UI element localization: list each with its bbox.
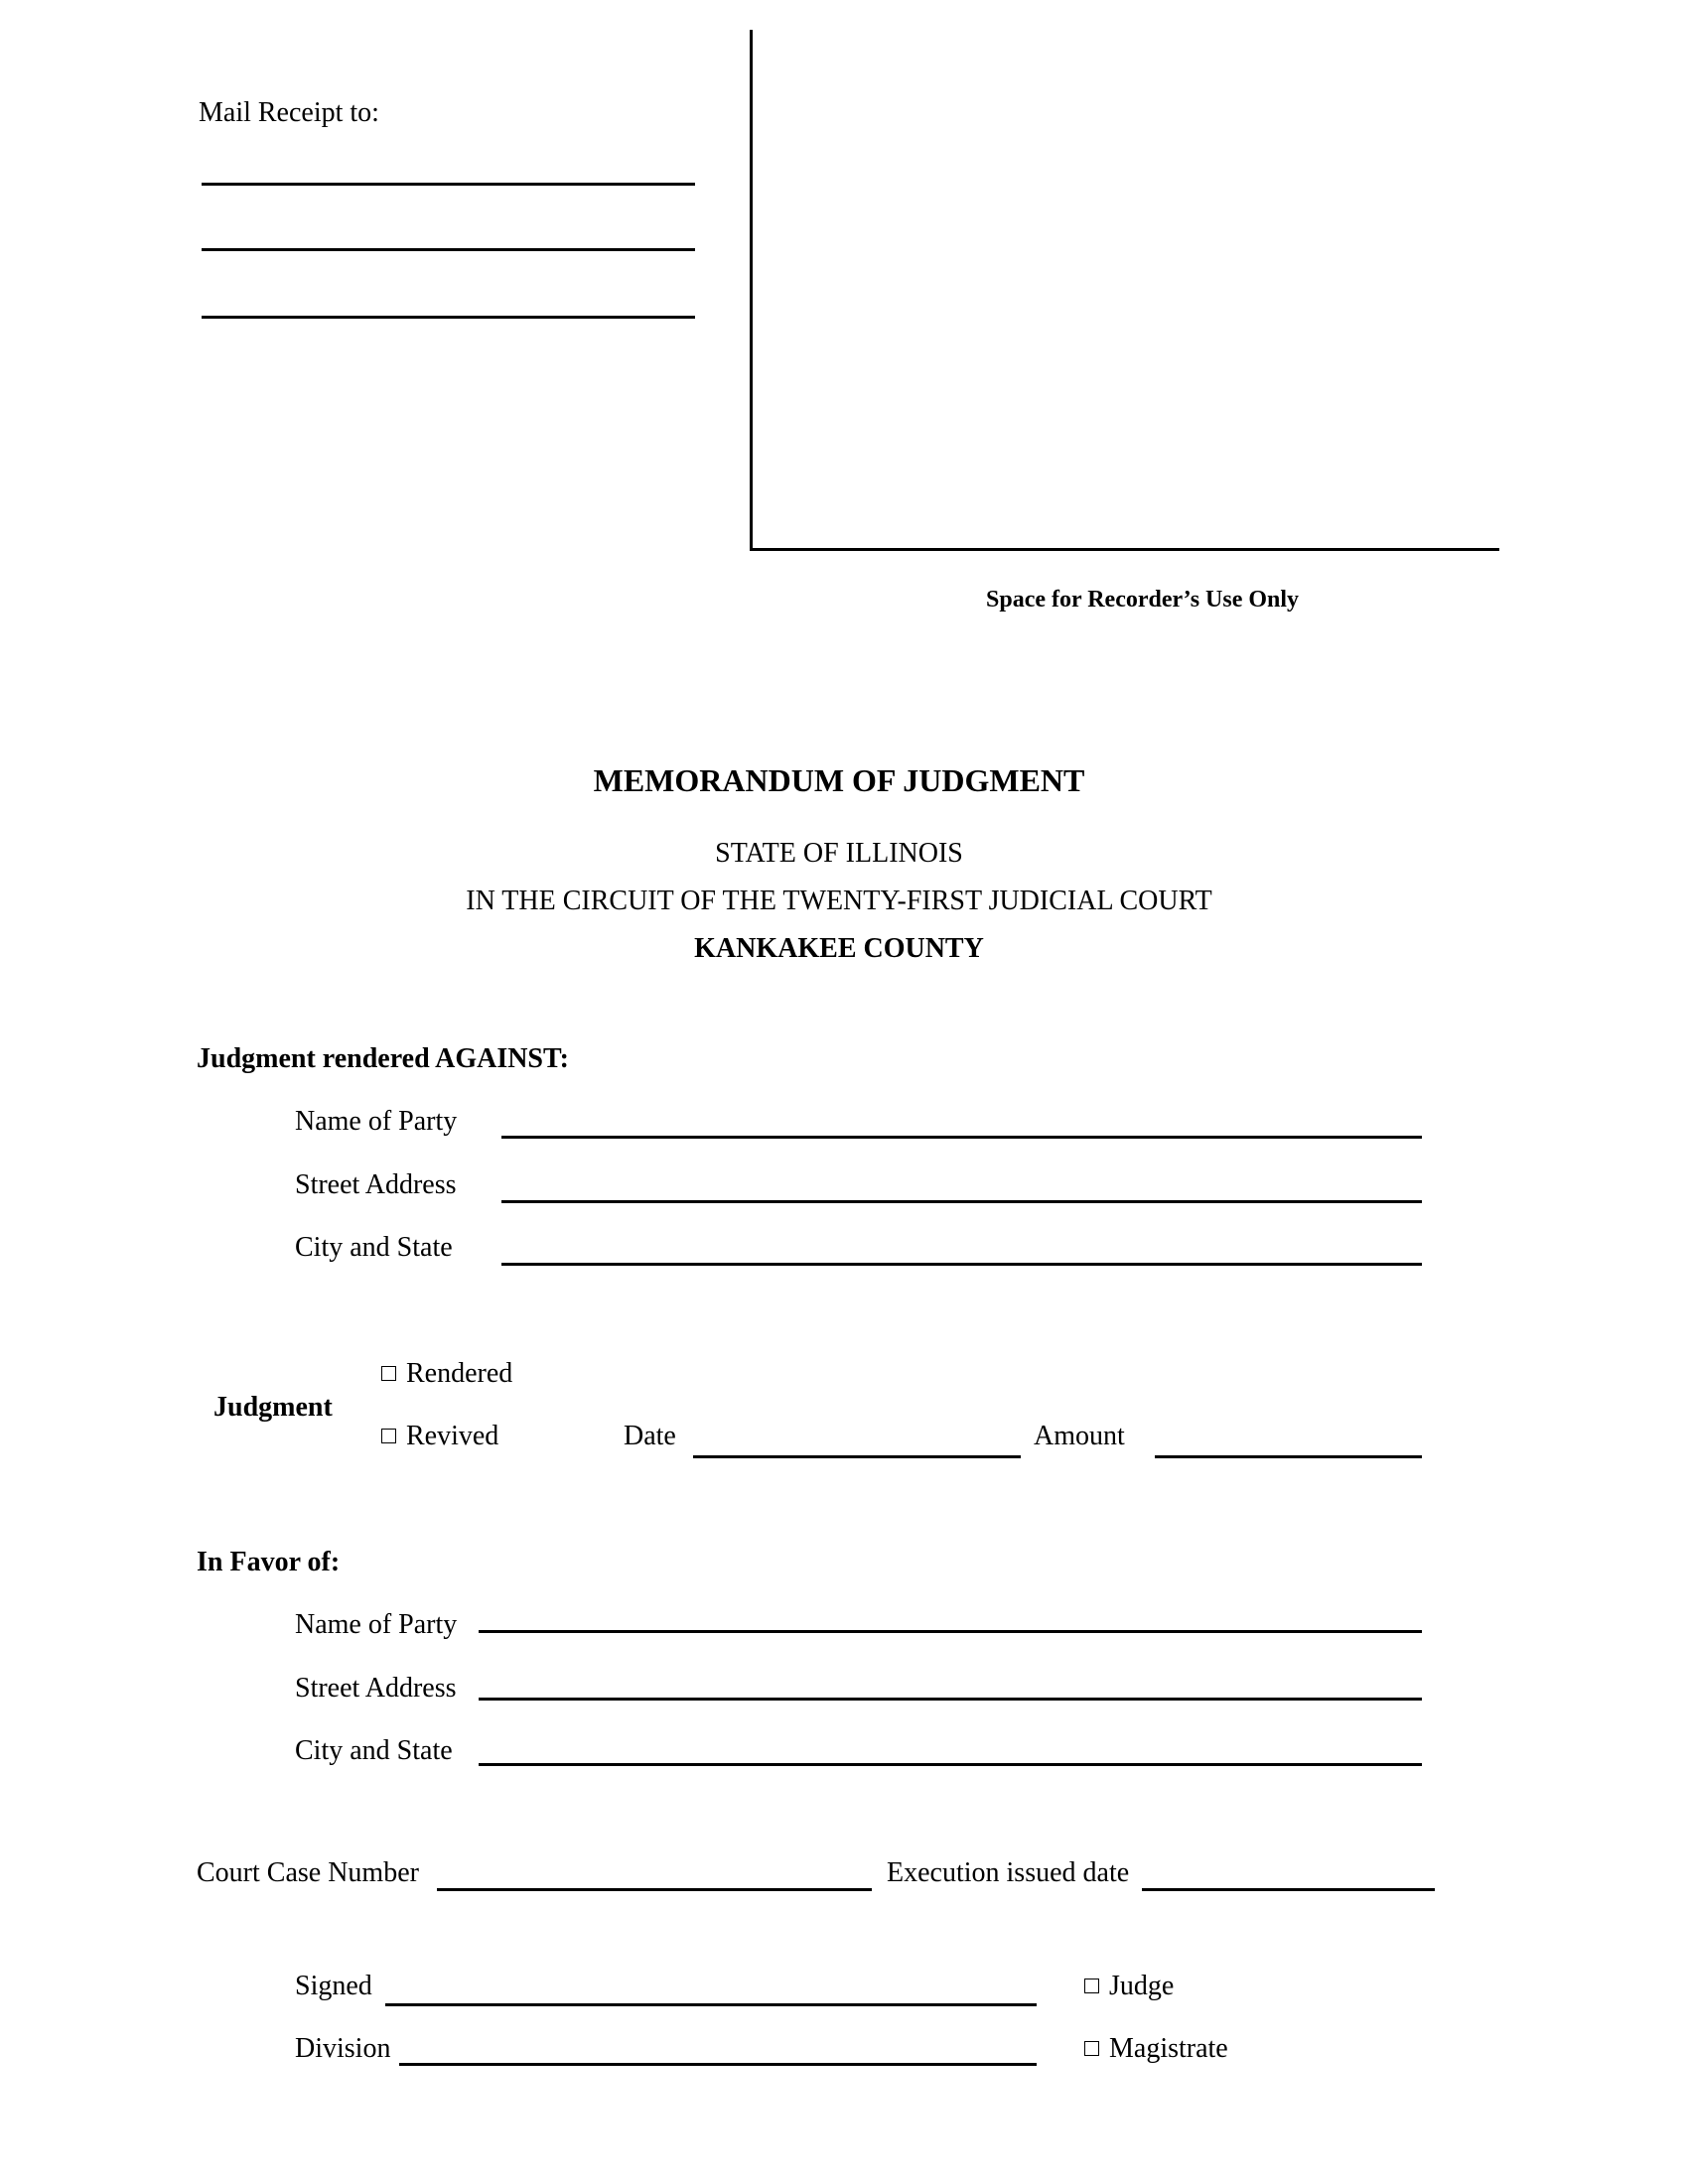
document-title: MEMORANDUM OF JUDGMENT <box>593 762 1085 798</box>
recorder-box-bottom-border <box>750 548 1499 551</box>
recorder-box-left-border <box>750 30 753 551</box>
revived-option[interactable] <box>381 1421 498 1452</box>
case-number-field[interactable] <box>437 1888 872 1891</box>
recorder-label: Space for Recorder’s Use Only <box>986 587 1300 613</box>
against-street-label: Street Address <box>295 1169 457 1200</box>
against-city-field[interactable] <box>501 1263 1422 1266</box>
revived-label: Revived <box>406 1421 499 1451</box>
favor-street-field[interactable] <box>479 1698 1422 1701</box>
judge-label: Judge <box>1109 1971 1175 2001</box>
against-city-label: City and State <box>295 1232 453 1263</box>
magistrate-option[interactable] <box>1084 2033 1228 2065</box>
against-heading: Judgment rendered AGAINST: <box>197 1043 569 1074</box>
mail-receipt-label: Mail Receipt to: <box>199 97 379 128</box>
case-number-label: Court Case Number <box>197 1857 419 1888</box>
favor-city-field[interactable] <box>479 1763 1422 1766</box>
judgment-amount-label: Amount <box>1034 1421 1125 1451</box>
against-name-label: Name of Party <box>295 1106 458 1137</box>
favor-city-label: City and State <box>295 1735 453 1766</box>
judgment-date-field[interactable] <box>693 1455 1021 1458</box>
magistrate-checkbox[interactable] <box>1084 2041 1099 2056</box>
division-field[interactable] <box>399 2063 1037 2066</box>
court-name: IN THE CIRCUIT OF THE TWENTY-FIRST JUDICIAL COURT <box>466 886 1212 916</box>
rendered-checkbox[interactable] <box>381 1366 396 1381</box>
mail-receipt-line-2[interactable] <box>202 248 695 251</box>
signed-field[interactable] <box>385 2003 1037 2006</box>
judgment-heading: Judgment <box>213 1392 333 1423</box>
favor-name-label: Name of Party <box>295 1609 458 1640</box>
judge-option[interactable] <box>1084 1971 1174 2002</box>
favor-heading: In Favor of: <box>197 1547 341 1577</box>
signed-label: Signed <box>295 1971 372 2001</box>
division-label: Division <box>295 2033 391 2064</box>
favor-street-label: Street Address <box>295 1673 457 1704</box>
state-name: STATE OF ILLINOIS <box>715 838 963 869</box>
judge-checkbox[interactable] <box>1084 1979 1099 1993</box>
against-name-field[interactable] <box>501 1136 1422 1139</box>
magistrate-label: Magistrate <box>1109 2033 1228 2064</box>
county-name: KANKAKEE COUNTY <box>694 933 984 964</box>
mail-receipt-line-1[interactable] <box>202 183 695 186</box>
rendered-label: Rendered <box>406 1358 513 1389</box>
rendered-option[interactable] <box>381 1358 512 1390</box>
judgment-amount-field[interactable] <box>1155 1455 1422 1458</box>
against-street-field[interactable] <box>501 1200 1422 1203</box>
execution-date-field[interactable] <box>1142 1888 1435 1891</box>
favor-name-field[interactable] <box>479 1630 1422 1633</box>
mail-receipt-line-3[interactable] <box>202 316 695 319</box>
execution-date-label: Execution issued date <box>887 1857 1130 1888</box>
revived-checkbox[interactable] <box>381 1429 396 1443</box>
judgment-date-label: Date <box>624 1421 676 1451</box>
